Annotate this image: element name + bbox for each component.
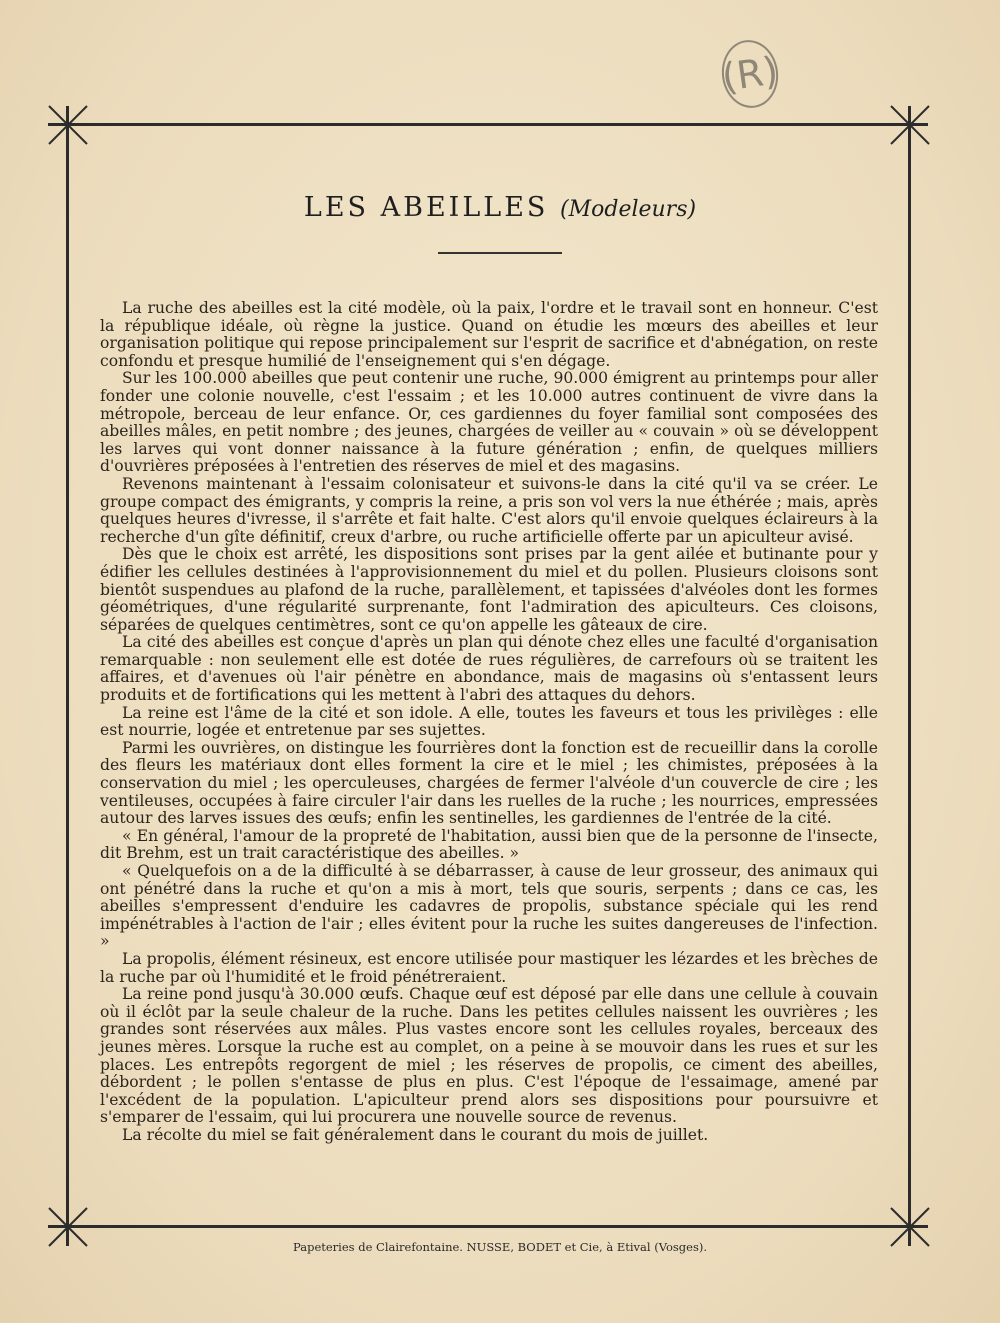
paragraph: La propolis, élément résineux, est encore utilisée pour mastiquer les lézardes et les brèches de la ruche par où l'humidité et le froid pénétreraient. [100,949,878,986]
paragraph: Revenons maintenant à l'essaim colonisateur et suivons-le dans la cité qu'il va se créer. Le groupe compact des émigrants, y compris la reine, a pris son vol vers la nue éthérée ; mais, après quelques heures d'ivresse, il s'arrête et fait halte. C'est alors qu'il envoie quelques éclaireurs à la recherche d'un gîte définitif, creux d'arbre, ou ruche artificielle offerte par un apiculteur avisé. [100,474,878,546]
paragraph: La reine est l'âme de la cité et son idole. A elle, toutes les faveurs et tous les privilèges : elle est nourrie, logée et entretenue par ses sujettes. [100,703,878,740]
paragraph: « En général, l'amour de la propreté de l'habitation, aussi bien que de la personne de l'insecte, dit Brehm, est un trait caractéristique des abeilles. » [100,826,878,863]
paragraph: Parmi les ouvrières, on distingue les fourrières dont la fonction est de recueillir dans la corolle des fleurs les matériaux dont elles forment la cire et le miel ; les chimistes, préposées à la conservation du miel ; les operculeuses, chargées de fermer l'alvéole d'un couvercle de cire ; les ventileuses, occupées à faire circuler l'air dans les ruelles de la ruche ; les nourrices, empressées autour des larves issues des œufs; enfin les sentinelles, les gardiennes de l'entrée de la cité. [100,738,878,828]
paragraph: La cité des abeilles est conçue d'après un plan qui dénote chez elles une faculté d'organisation remarquable : non seulement elle est dotée de rues régulières, de carrefours où se traitent les affaires, et d'avenues où l'air pénètre en abondance, mais de magasins où s'entassent leurs produits et de fortifications qui les mettent à l'abri des attaques du dehors. [100,633,878,705]
paragraph: La reine pond jusqu'à 30.000 œufs. Chaque œuf est déposé par elle dans une cellule à couvain où il éclôt par la seule chaleur de la ruche. Dans les petites cellules naissent les ouvrières ; les grandes sont réservées aux mâles. Plus vastes encore sont les cellules royales, berceaux des jeunes mères. Lorsque la ruche est au complet, on a peine à se mouvoir dans les rues et sur les places. Les entrepôts regorgent de miel ; les réserves de propolis, ce ciment des abeilles, débordent ; le pollen s'entasse de plus en plus. C'est l'époque de l'essaimage, amené par l'excédent de la population. L'apiculteur prend alors ses dispositions pour poursuivre et s'emparer de l'essaim, qui lui procurera une nouvelle source de revenus. [100,985,878,1127]
paragraph: Sur les 100.000 abeilles que peut contenir une ruche, 90.000 émigrent au printemps pour aller fonder une colonie nouvelle, c'est l'essaim ; et les 10.000 autres continuent de vivre dans la métropole, berceau de leur enfance. Or, ces gardiennes du foyer familial sont composées des abeilles mâles, en petit nombre ; des jeunes, chargées de veiller au « couvain » où se développent les larves qui vont donner naissance à la future génération ; enfin, de quelques milliers d'ouvrières préposées à l'entretien des réserves de miel et des magasins. [100,369,878,476]
corner-ornament-icon [887,102,933,148]
body-text [100,300,878,1145]
paragraph: Dès que le choix est arrêté, les dispositions sont prises par la gent ailée et butinante pour y édifier les cellules destinées à l'approvisionnement du miel et du pollen. Plusieurs cloisons sont bientôt suspendues au plafond de la ruche, parallèlement, et tapissées d'alvéoles dont les formes géométriques, d'une régularité surprenante, font l'admiration des apiculteurs. Ces cloisons, séparées de quelques centimètres, sont ce qu'on appelle les gâteaux de cire. [100,545,878,634]
page-title [0,192,1000,223]
frame-right [908,106,911,1246]
paragraph: La récolte du miel se fait généralement dans le courant du mois de juillet. [122,1125,709,1144]
paragraph: « Quelquefois on a de la difficulté à se débarrasser, à cause de leur grosseur, des animaux qui ont pénétré dans la ruche et qu'on a mis à mort, tels que souris, serpents ; dans ce cas, les abeilles s'empressent d'enduire les cadavres de propolis, substance spéciale qui les rend impénétrables à l'action de l'air ; elles évitent pour la ruche les suites dangereuses de l'infection. » [100,862,878,951]
title-subtitle: (Modeleurs) [560,197,697,222]
catalog-stamp: (R) [718,36,783,111]
frame-bottom [48,1225,928,1228]
title-rule [438,252,562,254]
title-main: LES ABEILLES [303,192,549,223]
frame-left [66,106,69,1246]
paragraph: La ruche des abeilles est la cité modèle, où la paix, l'ordre et le travail sont en honneur. C'est la république idéale, où règne la justice. Quand on étudie les mœurs des abeilles et leur organisation politique qui repose principalement sur l'esprit de sacrifice et d'abnégation, on reste confondu et presque humilié de l'enseignement qui s'en dégage. [100,299,878,370]
publisher-footer: Papeteries de Clairefontaine. NUSSE, BODET et Cie, à Etival (Vosges). [293,1240,707,1254]
corner-ornament-icon [45,102,91,148]
frame-top [48,123,928,126]
